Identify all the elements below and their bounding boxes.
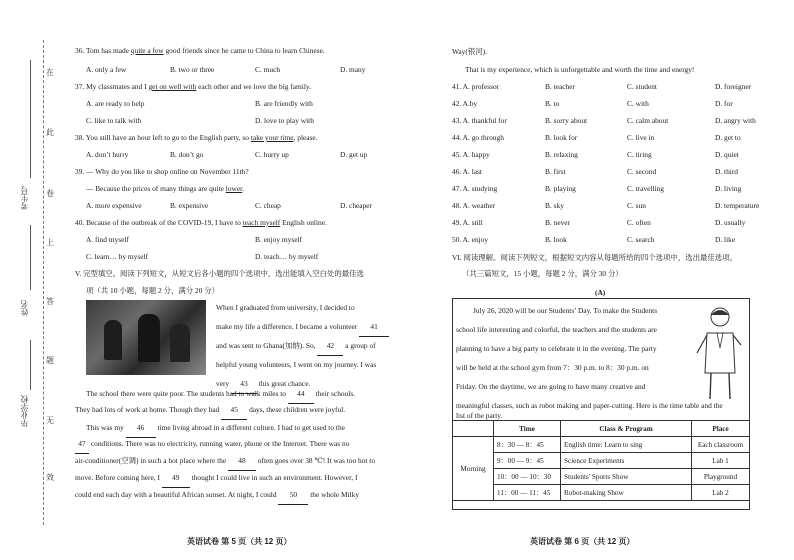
option-d[interactable]: D. teach… by myself bbox=[255, 252, 319, 261]
question-40: 40. Because of the outbreak of the COVID-19, I have to teach myself English online. bbox=[75, 218, 327, 227]
option-b[interactable]: B. look bbox=[545, 235, 567, 244]
row-group-label: Morning bbox=[453, 437, 494, 501]
passage-line: The school there were quite poor. The students had to walk miles to 44 their schools. bbox=[86, 384, 355, 404]
table-row bbox=[453, 469, 750, 485]
passage-a-line: school life interesting and colorful, the teachers and the students are bbox=[456, 325, 657, 334]
blank-50[interactable]: 50 bbox=[278, 485, 308, 505]
school-line bbox=[30, 340, 31, 390]
passage-a-line: July 26, 2020 will be our Students’ Day. To make the Students bbox=[473, 306, 658, 315]
option-a[interactable]: A. more expensive bbox=[86, 201, 142, 210]
teacher-illustration bbox=[695, 303, 745, 403]
option-c[interactable]: C. travelling bbox=[627, 184, 664, 193]
passage-line: When I graduated from university, I decided to bbox=[216, 303, 355, 312]
option-b[interactable]: B. sky bbox=[545, 201, 564, 210]
seal-char: 效 bbox=[46, 473, 54, 482]
option-b[interactable]: B. to bbox=[545, 99, 560, 108]
school-label: 毕业学校 bbox=[20, 395, 29, 427]
option-d[interactable]: D. temperature bbox=[715, 201, 760, 210]
option-c[interactable]: C. live in bbox=[627, 133, 655, 142]
option-c[interactable]: C. often bbox=[627, 218, 651, 227]
table-cell: 11：00 — 11：45 bbox=[494, 485, 561, 501]
seal-char: 此 bbox=[46, 128, 54, 137]
option-d[interactable]: D. angry with bbox=[715, 116, 756, 125]
blank-47[interactable]: 47 bbox=[75, 434, 89, 454]
name-line bbox=[30, 225, 31, 290]
question-39: 39. — Why do you like to shop online on November 11th? bbox=[75, 167, 249, 176]
option-a[interactable]: 45. A. happy bbox=[452, 150, 490, 159]
option-d[interactable]: D. get up bbox=[340, 150, 368, 159]
table-cell: Robot-making Show bbox=[561, 485, 692, 501]
section-6-title: VI. 阅读理解。阅读下列短文，根据短文内容从每题所给的四个选项中，选出最佳选项。 bbox=[452, 253, 737, 262]
passage-line: This was my 46 time living abroad in a different culture. I had to get used to the bbox=[86, 418, 345, 438]
option-b[interactable]: B. don’t go bbox=[170, 150, 204, 159]
exam-number-line bbox=[30, 60, 31, 178]
option-d[interactable]: D. for bbox=[715, 99, 733, 108]
option-d[interactable]: D. quiet bbox=[715, 150, 739, 159]
option-b[interactable]: B. expensive bbox=[170, 201, 209, 210]
option-b[interactable]: B. teacher bbox=[545, 82, 575, 91]
option-c[interactable]: C. sun bbox=[627, 201, 646, 210]
option-d[interactable]: D. many bbox=[340, 65, 366, 74]
option-b[interactable]: B. relaxing bbox=[545, 150, 578, 159]
option-d[interactable]: D. usually bbox=[715, 218, 746, 227]
page-footer: 英语试卷 第 6 页（共 12 页） bbox=[530, 537, 635, 546]
option-d[interactable]: D. living bbox=[715, 184, 742, 193]
option-c[interactable]: C. search bbox=[627, 235, 655, 244]
option-d[interactable]: D. love to play with bbox=[255, 116, 314, 125]
question-38: 38. You still have an hour left to go to the English party, so take your time, please. bbox=[75, 133, 318, 142]
passage-line: air-conditioner(空调) in such a hot place where the 48 often goes over 38 ℃! It was too hot to bbox=[75, 451, 375, 471]
passage-a-label: (A) bbox=[595, 288, 606, 297]
table-row bbox=[453, 485, 750, 501]
seal-char: 题 bbox=[46, 356, 54, 365]
seal-char: 卷 bbox=[46, 189, 54, 198]
option-b[interactable]: B. two or three bbox=[170, 65, 215, 74]
option-c[interactable]: C. learn… by myself bbox=[86, 252, 148, 261]
seal-char: 在 bbox=[46, 68, 54, 77]
passage-line: move. Before coming here, I 49 thought I could live in such an environment. However, I bbox=[75, 468, 357, 488]
table-cell: 10：00 — 10：30 bbox=[494, 469, 561, 485]
option-a[interactable]: 50. A. enjoy bbox=[452, 235, 489, 244]
option-a[interactable]: 46. A. last bbox=[452, 167, 482, 176]
passage-line: and was sent to Ghana(加纳). So, 42 a group of bbox=[216, 336, 376, 356]
blank-41[interactable]: 41 bbox=[359, 317, 389, 337]
option-a[interactable]: 43. A. thankful for bbox=[452, 116, 507, 125]
option-d[interactable]: D. like bbox=[715, 235, 736, 244]
option-a[interactable]: A. find myself bbox=[86, 235, 129, 244]
table-header: Place bbox=[692, 421, 750, 437]
passage-continued: Way(银河). bbox=[452, 47, 487, 56]
passage-line: helpful young volunteers, I went on my journey. I was bbox=[216, 360, 377, 369]
table-header: Time bbox=[494, 421, 561, 437]
passage-a-line: will be held at the school gym from 7：30 p.m. to 8：30 p.m. on bbox=[456, 363, 649, 372]
passage-a-line: Friday. On the daytime, we are going to have many creative and bbox=[456, 382, 646, 391]
seal-char: 答 bbox=[46, 297, 54, 306]
blank-48[interactable]: 48 bbox=[228, 451, 256, 471]
passage-a-line: planning to have a big party to celebrate it in the evening. The party bbox=[456, 344, 657, 353]
question-36: 36. Tom has made quite a few good friends since he came to China to learn Chinese. bbox=[75, 46, 325, 55]
option-a[interactable]: A. only a few bbox=[86, 65, 127, 74]
option-a[interactable]: 47. A. studying bbox=[452, 184, 498, 193]
option-c[interactable]: C. student bbox=[627, 82, 657, 91]
option-c[interactable]: C. with bbox=[627, 99, 649, 108]
option-b[interactable]: B. playing bbox=[545, 184, 576, 193]
option-c[interactable]: C. like to talk with bbox=[86, 116, 142, 125]
section-6-subtitle: （共三篇短文，15 小题，每题 2 分，满分 30 分） bbox=[462, 269, 623, 278]
passage-line: 47 conditions. There was no electricity, running water, phone or the Internet. There was no bbox=[75, 434, 349, 454]
passage-line: They had lots of work at home. Though they had 45 days, these children were joyful. bbox=[75, 400, 345, 420]
table-cell: Each classroom bbox=[692, 437, 750, 453]
blank-42[interactable]: 42 bbox=[317, 336, 343, 356]
table-cell: Science Experiments bbox=[561, 453, 692, 469]
exam-number-label: 考生号 bbox=[20, 186, 29, 210]
seal-char: 上 bbox=[46, 238, 54, 247]
table-header: Class & Program bbox=[561, 421, 692, 437]
passage-line: very 43 this great chance. bbox=[216, 374, 310, 394]
blank-45[interactable]: 45 bbox=[221, 400, 247, 420]
name-label: 姓名 bbox=[20, 300, 29, 316]
option-a[interactable]: A. don’t hurry bbox=[86, 150, 129, 159]
option-b[interactable]: B. look for bbox=[545, 133, 578, 142]
schedule-table bbox=[452, 420, 750, 501]
option-b[interactable]: B. sorry about bbox=[545, 116, 588, 125]
table-cell: Lab 1 bbox=[692, 453, 750, 469]
section-5-title: V. 完型填空。阅读下列短文，从短文后各小题的四个选项中，选出能填入空白处的最佳选 bbox=[75, 269, 364, 278]
binding-dashed-line bbox=[43, 40, 44, 525]
option-c[interactable]: C. hurry up bbox=[255, 150, 289, 159]
question-37: 37. My classmates and I get on well with each other and we love the big family. bbox=[75, 82, 311, 91]
option-a[interactable]: A. are ready to help bbox=[86, 99, 145, 108]
volunteer-photo bbox=[86, 300, 206, 375]
option-d[interactable]: D. foreigner bbox=[715, 82, 752, 91]
option-a[interactable]: 41. A. professor bbox=[452, 82, 500, 91]
option-b[interactable]: B. first bbox=[545, 167, 566, 176]
option-c[interactable]: C. tiring bbox=[627, 150, 652, 159]
table-cell: Lab 2 bbox=[692, 485, 750, 501]
option-b[interactable]: B. never bbox=[545, 218, 571, 227]
blank-49[interactable]: 49 bbox=[162, 468, 190, 488]
table-header-row bbox=[453, 421, 750, 437]
option-c[interactable]: C. second bbox=[627, 167, 657, 176]
passage-line: make my life a difference. I became a volunteer 41 bbox=[216, 317, 389, 337]
question-39-answer-line: — Because the prices of many things are quite lower. bbox=[86, 184, 245, 193]
blank-46[interactable]: 46 bbox=[126, 418, 156, 438]
option-b[interactable]: B. enjoy myself bbox=[255, 235, 303, 244]
option-c[interactable]: C. cheap bbox=[255, 201, 281, 210]
option-d[interactable]: D. cheaper bbox=[340, 201, 373, 210]
page-footer: 英语试卷 第 5 页（共 12 页） bbox=[187, 537, 292, 546]
option-c[interactable]: C. much bbox=[255, 65, 281, 74]
option-a[interactable]: 48. A. weather bbox=[452, 201, 496, 210]
table-cell: Playground bbox=[692, 469, 750, 485]
seal-char: 无 bbox=[46, 416, 54, 425]
option-d[interactable]: D. get to bbox=[715, 133, 741, 142]
table-row bbox=[453, 437, 750, 453]
table-row bbox=[453, 453, 750, 469]
passage-a-line: meaningful classes, such as robot making and paper-cutting. Here is the time table and the bbox=[456, 401, 723, 410]
option-b[interactable]: B. are friendly with bbox=[255, 99, 313, 108]
blank-44[interactable]: 44 bbox=[288, 384, 314, 404]
option-d[interactable]: D. third bbox=[715, 167, 738, 176]
table-cell: 8：30 — 8：45 bbox=[494, 437, 561, 453]
passage-a-line: list of the party. bbox=[456, 411, 503, 420]
table-cell: English time: Learn to sing bbox=[561, 437, 692, 453]
option-c[interactable]: C. calm about bbox=[627, 116, 669, 125]
table-cell: Students' Sports Show bbox=[561, 469, 692, 485]
table-cell: 9：00 — 9：45 bbox=[494, 453, 561, 469]
option-a[interactable]: 44. A. go through bbox=[452, 133, 504, 142]
blank-43[interactable]: 43 bbox=[231, 374, 257, 394]
passage-continued: That is my experience, which is unforgettable and worth the time and energy! bbox=[465, 65, 695, 74]
section-5-subtitle: 项（共 10 小题，每题 2 分，满分 20 分） bbox=[86, 286, 220, 295]
passage-line: could end each day with a beautiful African sunset. At night, I could 50 the whole Milky bbox=[75, 485, 359, 505]
option-a[interactable]: 49. A. still bbox=[452, 218, 483, 227]
option-a[interactable]: 42. A.by bbox=[452, 99, 478, 108]
table-header-empty bbox=[453, 421, 494, 437]
